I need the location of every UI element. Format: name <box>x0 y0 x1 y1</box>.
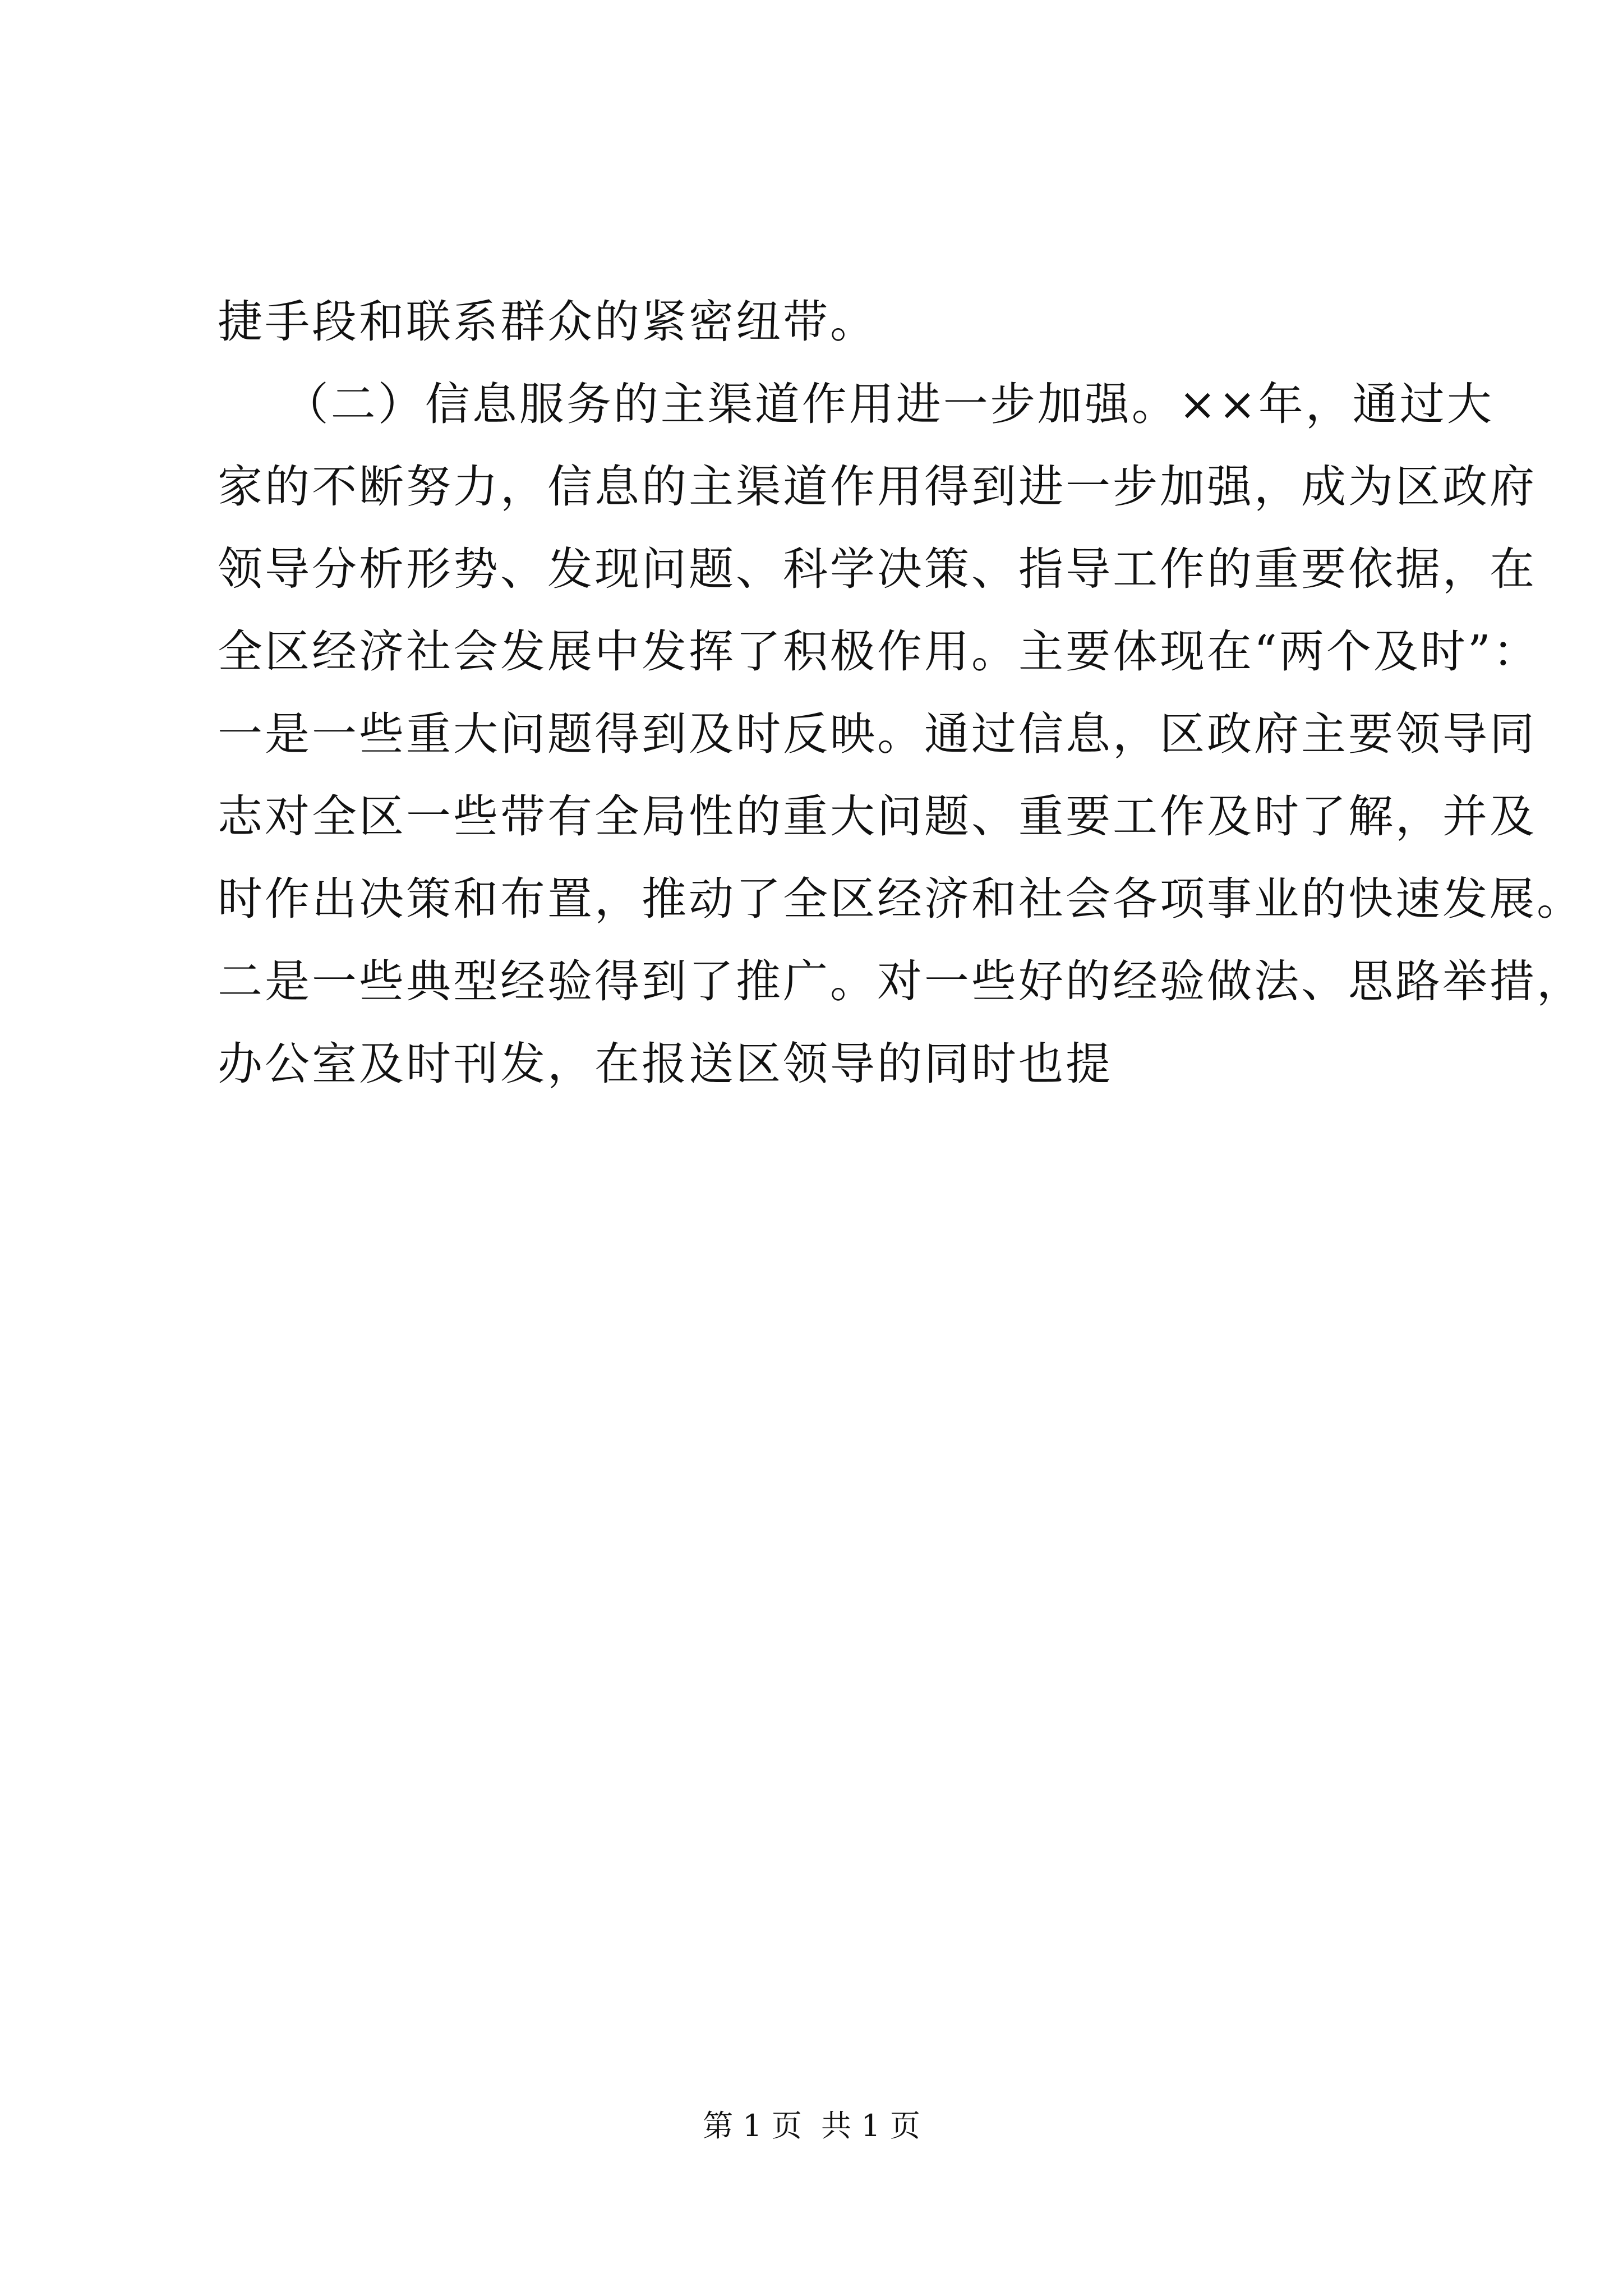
text-line: 二是一些典型经验得到了推广。对一些好的经验做法、思路举措， <box>218 955 1584 1007</box>
text-line: 办公室及时刊发，在报送区领导的同时也提 <box>218 1038 1113 1090</box>
text-line: （二）信息服务的主渠道作用进一步加强。××年，通过大 <box>218 378 1494 430</box>
text-line: 时作出决策和布置，推动了全区经济和社会各项事业的快速发展。 <box>218 873 1584 925</box>
body-text <box>218 280 1584 1105</box>
text-line: 捷手段和联系群众的紧密纽带。 <box>218 296 877 348</box>
text-line: 一是一些重大问题得到及时反映。通过信息，区政府主要领导同 <box>218 708 1537 760</box>
text-line: 领导分析形势、发现问题、科学决策、指导工作的重要依据，在 <box>218 543 1537 595</box>
page-number: 第 1 页 共 1 页 <box>703 2108 920 2143</box>
text-line: 全区经济社会发展中发挥了积极作用。主要体现在“两个及时”： <box>218 625 1540 678</box>
text-line: 志对全区一些带有全局性的重大问题、重要工作及时了解，并及 <box>218 790 1537 843</box>
text-line: 家的不断努力，信息的主渠道作用得到进一步加强，成为区政府 <box>218 461 1537 513</box>
page-footer <box>0 2104 1623 2148</box>
